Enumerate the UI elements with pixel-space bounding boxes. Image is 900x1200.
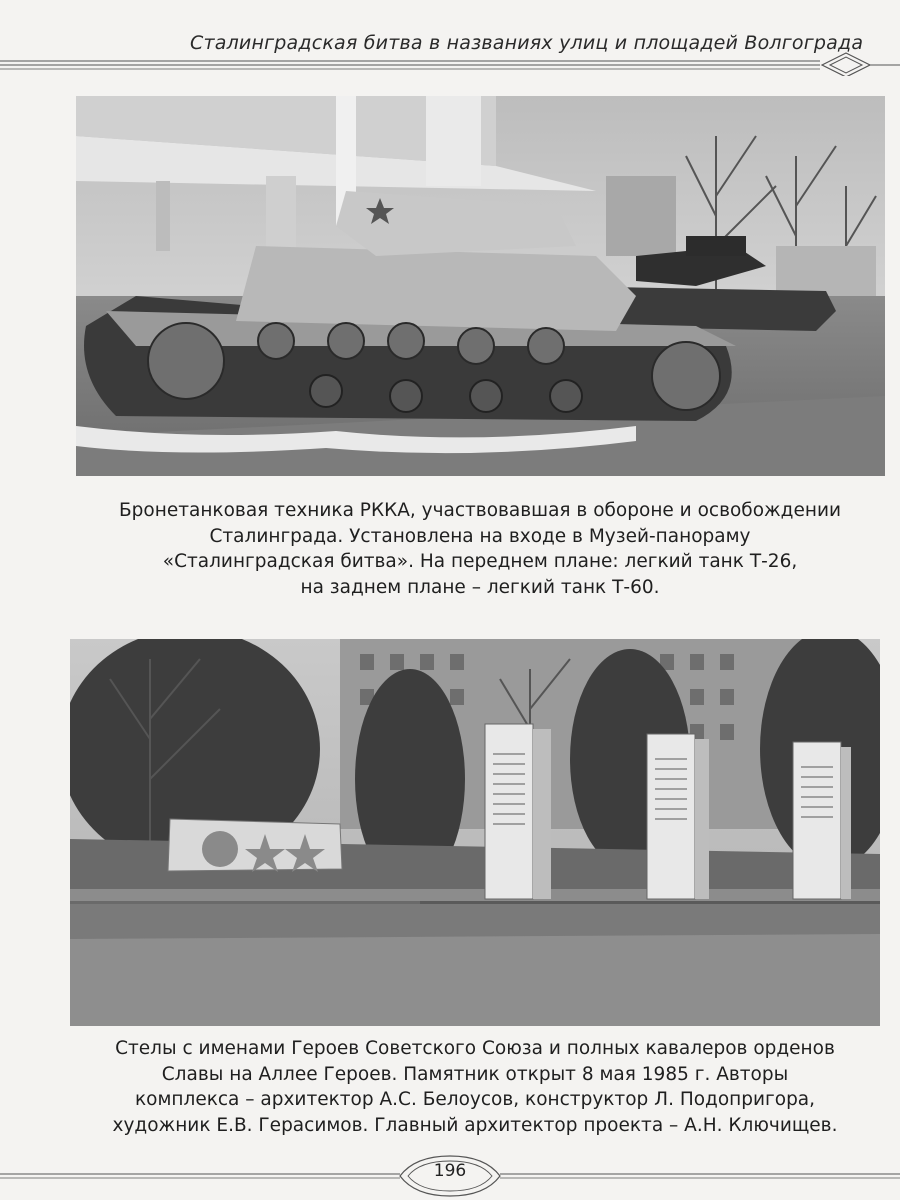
caption-line: комплекса – архитектор А.С. Белоусов, конструктор Л. Подопригора,	[134, 1089, 816, 1110]
tanks-photo-illustration	[76, 96, 885, 476]
caption-line: Сталинграда. Установлена на входе в Музей-панораму	[209, 525, 751, 547]
page-number: 196	[433, 1161, 467, 1181]
stelae-photo-illustration	[70, 639, 880, 1026]
running-title: Сталинградская битва в названиях улиц и площадей Волгограда	[190, 32, 864, 54]
caption-line: на заднем плане – легкий танк Т-60.	[300, 576, 660, 598]
caption-tanks	[60, 498, 900, 600]
caption-line: Бронетанковая техника РККА, участвовавшая в обороне и освобождении	[118, 500, 841, 521]
caption-line: «Сталинградская битва». На переднем плане: легкий танк Т-26,	[162, 551, 798, 572]
photo-tanks	[76, 96, 885, 476]
caption-line: художник Е.В. Герасимов. Главный архитектор проекта – А.Н. Ключищев.	[112, 1114, 838, 1136]
running-header	[0, 26, 900, 76]
photo-stelae	[70, 639, 880, 1026]
caption-line: Славы на Аллее Героев. Памятник открыт 8 мая 1985 г. Авторы	[161, 1063, 789, 1085]
caption-line: Стелы с именами Героев Советского Союза и полных кавалеров орденов	[115, 1038, 835, 1059]
caption-stelae	[50, 1036, 900, 1138]
page-footer	[0, 1150, 900, 1200]
